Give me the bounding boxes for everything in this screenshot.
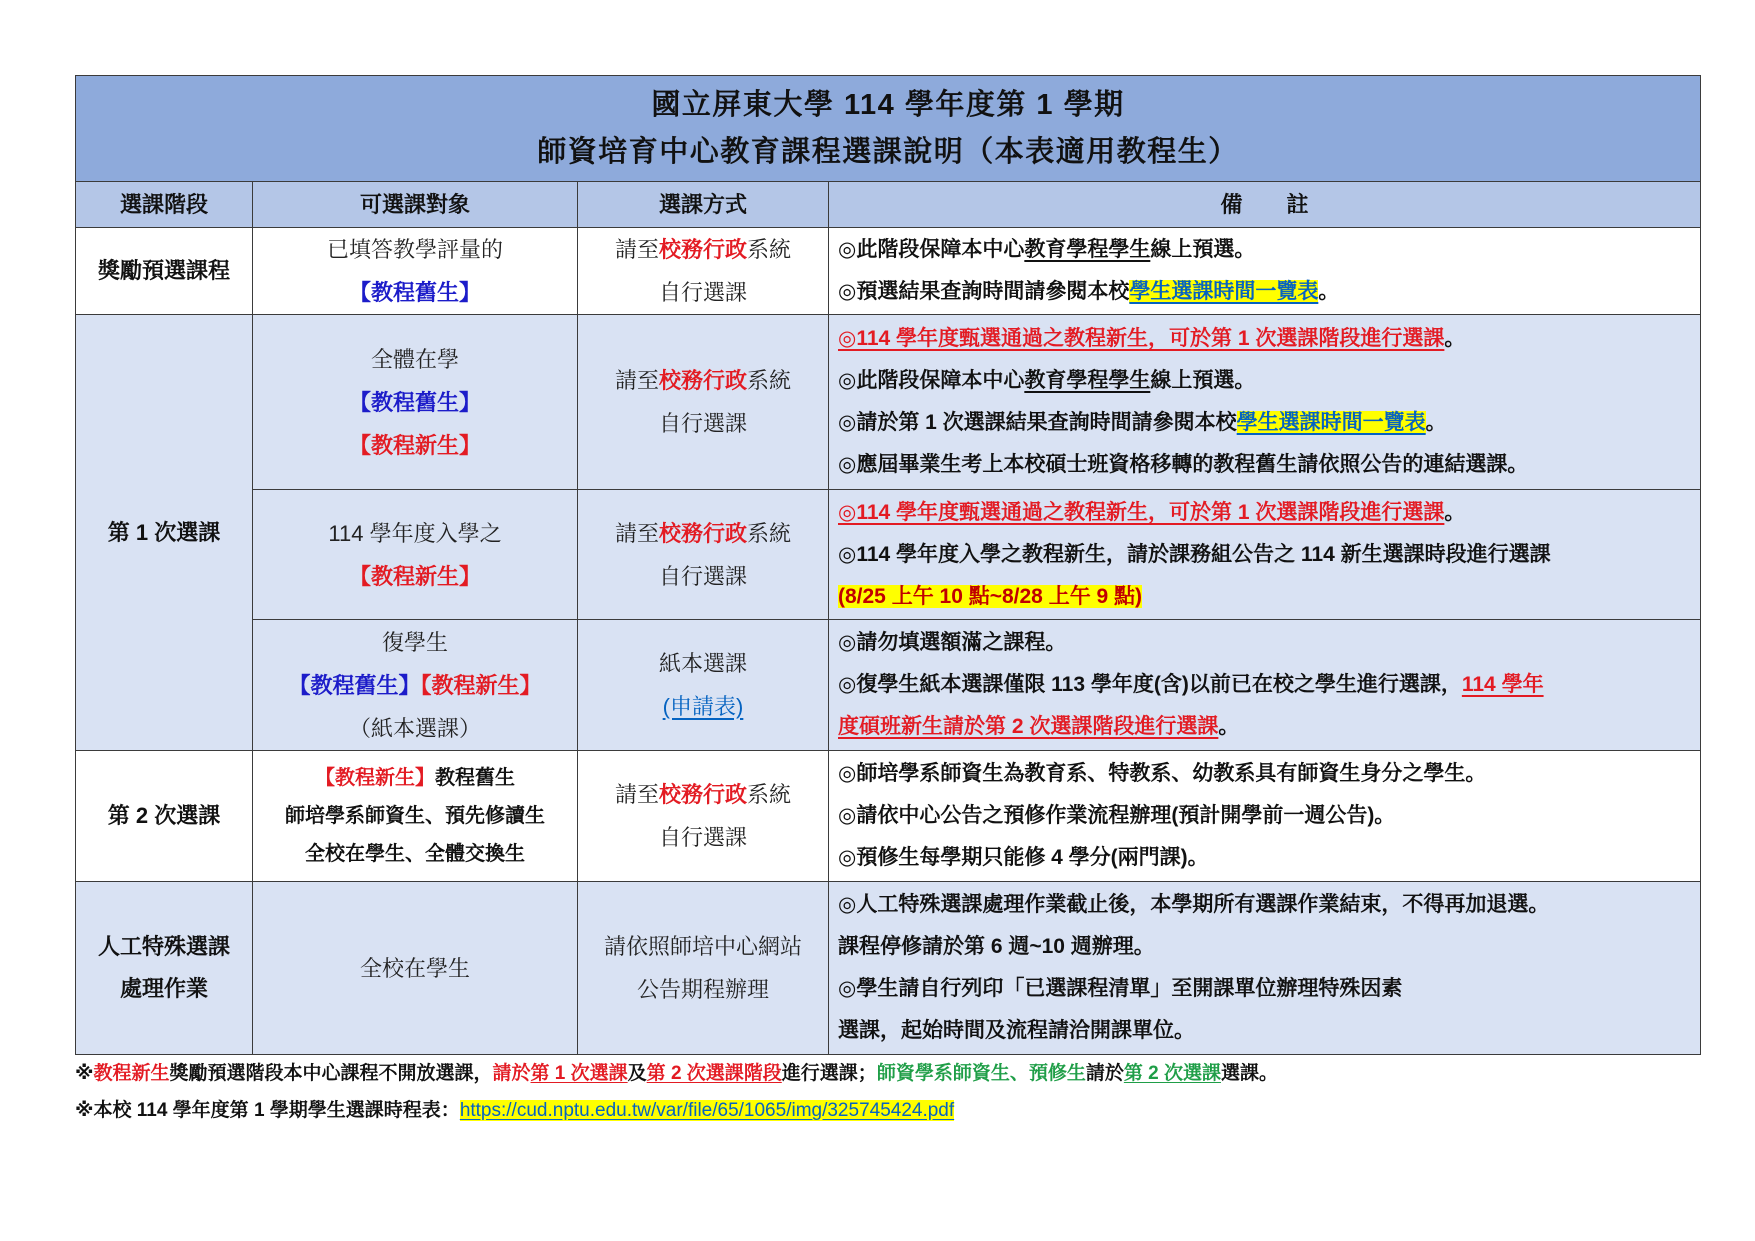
note-text: ◎此階段保障本中心 (838, 238, 1025, 261)
method-manual (578, 882, 829, 1055)
column-header-row (76, 182, 1701, 228)
note-text: 。 (1425, 411, 1447, 434)
footnote-text: 選課。 (1220, 1063, 1278, 1084)
notes-incentive (829, 228, 1701, 315)
application-form-link[interactable]: (申請表) (662, 694, 744, 719)
method-line (587, 228, 819, 271)
target-line: 師培學系師資生、預先修讀生 (285, 805, 545, 827)
method-incentive (578, 228, 829, 315)
note-line: ◎請依中心公告之預修作業流程辦理(預計開學前一週公告)。 (838, 804, 1396, 827)
note-line (838, 492, 1691, 534)
method-text: 請至 (614, 520, 659, 546)
target-first-freshmen (253, 490, 578, 620)
note-line (838, 360, 1691, 402)
note-line: ◎學生請自行列印「已選課程清單」至開課單位辦理特殊因素 (838, 977, 1403, 1000)
note-text: ◎復學生紙本選課僅限 113 學年度(含)以前已在校之學生進行選課， (838, 673, 1462, 696)
method-text: 系統 (747, 368, 792, 393)
notes-second (829, 751, 1701, 882)
tag-old-students: 【教程舊生】 (348, 280, 481, 305)
note-line (838, 271, 1691, 313)
note-text: 。 (1218, 715, 1240, 738)
target-text: 教程舊生 (435, 767, 515, 789)
note-line (838, 318, 1691, 360)
stage-line: 處理作業 (119, 976, 208, 1001)
note-emphasis: 度碩班新生請於第 2 次選課階段進行選課 (838, 715, 1219, 738)
footnote-1 (75, 1059, 1278, 1089)
tag-new-students: 【教程新生】 (348, 563, 481, 589)
footnote-text: 及 (627, 1063, 647, 1084)
title-line-2: 師資培育中心教育課程選課說明（本表適用教程生） (537, 135, 1239, 168)
note-text: 線上預選。 (1150, 369, 1256, 392)
method-line: 自行選課 (658, 411, 747, 436)
target-manual: 全校在學生 (253, 882, 578, 1055)
footnote-second-selection: 第 2 次選課 (1123, 1063, 1221, 1084)
footnote-new-students: 教程新生 (93, 1063, 170, 1084)
target-line: 已填答教學評量的 (326, 237, 503, 262)
footnote-label: ※本校 114 學年度第 1 學期學生選課時程表： (75, 1100, 460, 1121)
method-line: 公告期程辦理 (636, 977, 769, 1002)
column-header-stage: 選課階段 (76, 182, 253, 228)
stage-first: 第 1 次選課 (76, 315, 253, 751)
table-title (76, 76, 1701, 182)
method-first-freshmen (578, 490, 829, 620)
tag-new-students: 【教程新生】 (348, 432, 481, 458)
note-line (838, 576, 1691, 618)
method-system: 校務行政 (658, 237, 747, 262)
method-system: 校務行政 (658, 782, 747, 807)
note-line: ◎預修生每學期只能修 4 學分(兩門課)。 (838, 846, 1209, 869)
note-underline: 教育學程學生 (1024, 238, 1151, 261)
notes-first-returning (829, 620, 1701, 751)
notes-first-all (829, 315, 1701, 490)
stage-manual (76, 882, 253, 1055)
target-line: 全校在學生、全體交換生 (305, 843, 525, 865)
column-header-notes: 備 註 (829, 182, 1701, 228)
method-line: 請依照師培中心網站 (603, 934, 802, 959)
target-line: 114 學年度入學之 (328, 520, 502, 546)
tag-new-students: 【教程新生】 (315, 767, 435, 789)
method-first-all (578, 315, 829, 490)
course-selection-table (75, 75, 1701, 1055)
note-line: ◎應屆畢業生考上本校碩士班資格移轉的教程舊生請依照公告的連結選課。 (838, 453, 1529, 476)
column-header-target: 可選課對象 (253, 182, 578, 228)
method-system: 校務行政 (658, 368, 747, 393)
tag-old-students: 【教程舊生】 (348, 389, 481, 415)
stage-line: 人工特殊選課 (97, 934, 230, 959)
method-first-returning (578, 620, 829, 751)
method-line: 紙本選課 (658, 651, 747, 676)
schedule-list-link[interactable]: 學生選課時間一覽表 (1129, 280, 1319, 303)
note-line: ◎請勿填選額滿之課程。 (838, 631, 1067, 654)
row-incentive (76, 228, 1701, 315)
row-manual (76, 882, 1701, 1055)
method-line (587, 773, 819, 816)
footnote-text: 請於 (1085, 1063, 1124, 1084)
schedule-pdf-link[interactable]: https://cud.nptu.edu.tw/var/file/65/1065/img/325745424.pdf (459, 1100, 955, 1121)
note-line (838, 706, 1691, 748)
note-underline: 教育學程學生 (1024, 369, 1151, 392)
method-line: 自行選課 (658, 825, 747, 850)
method-line: 自行選課 (658, 280, 747, 305)
title-line-1: 國立屏東大學 114 學年度第 1 學期 (651, 88, 1125, 121)
method-line (587, 359, 819, 402)
row-first-returning (76, 620, 1701, 751)
note-line (838, 229, 1691, 271)
method-line: 自行選課 (658, 563, 747, 589)
tag-old-students: 【教程舊生】 (288, 672, 421, 698)
footnote-2 (75, 1096, 954, 1126)
note-line: ◎人工特殊選課處理作業截止後，本學期所有選課作業結束，不得再加退選。 (838, 893, 1550, 916)
target-incentive (253, 228, 578, 315)
method-text: 請至 (614, 237, 659, 262)
note-line (838, 664, 1691, 706)
target-second (253, 751, 578, 882)
method-second (578, 751, 829, 882)
note-emphasis: ◎114 學年度甄選通過之教程新生，可於第 1 次選課階段進行選課 (838, 500, 1445, 524)
target-first-all (253, 315, 578, 490)
row-first-all (76, 315, 1701, 490)
target-line (262, 271, 568, 314)
footnote-mark: ※ (75, 1063, 94, 1084)
tag-new-students: 【教程新生】 (420, 672, 542, 698)
notes-manual (829, 882, 1701, 1055)
target-line (262, 759, 568, 797)
note-text: ◎此階段保障本中心 (838, 369, 1025, 392)
selection-period-highlight: (8/25 上午 10 點~8/28 上午 9 點) (838, 584, 1143, 608)
row-second (76, 751, 1701, 882)
row-first-freshmen (76, 490, 1701, 620)
note-line: ◎師培學系師資生為教育系、特教系、幼教系具有師資生身分之學生。 (838, 762, 1487, 785)
note-text: 。 (1444, 327, 1466, 350)
target-line (262, 555, 568, 598)
title-row (76, 76, 1701, 182)
note-line: 課程停修請於第 6 週~10 週辦理。 (838, 935, 1155, 958)
method-system: 校務行政 (658, 520, 747, 546)
footnote-text: 獎勵預選階段本中心課程不開放選課， (169, 1063, 493, 1084)
note-line (838, 402, 1691, 444)
method-text: 系統 (747, 520, 792, 546)
method-line (587, 685, 819, 728)
footnote-text: 進行選課； (781, 1063, 877, 1084)
footnote-teacher-students: 師資學系師資生、預修生 (876, 1063, 1086, 1084)
target-line: 復學生 (381, 629, 448, 655)
stage-second: 第 2 次選課 (76, 751, 253, 882)
footnote-first-selection: 第 1 次選課 (530, 1063, 628, 1084)
note-text: ◎預選結果查詢時間請參閱本校 (838, 280, 1130, 303)
target-line (262, 381, 568, 424)
note-text: 。 (1318, 280, 1340, 303)
column-header-method: 選課方式 (578, 182, 829, 228)
target-first-returning (253, 620, 578, 751)
footnote-second-stage: 第 2 次選課階段 (646, 1063, 782, 1084)
notes-first-freshmen (829, 490, 1701, 620)
note-text: 。 (1444, 500, 1466, 524)
note-line: ◎114 學年度入學之教程新生，請於課務組公告之 114 新生選課時段進行選課 (838, 542, 1551, 566)
footnote-please: 請於 (492, 1063, 531, 1084)
target-line: 全體在學 (370, 346, 459, 372)
note-emphasis: ◎114 學年度甄選通過之教程新生，可於第 1 次選課階段進行選課 (838, 327, 1445, 350)
method-line (587, 512, 819, 555)
method-text: 系統 (747, 237, 792, 262)
method-text: 系統 (747, 782, 792, 807)
method-text: 請至 (614, 782, 659, 807)
target-line (262, 664, 568, 707)
target-line: （紙本選課） (348, 715, 481, 741)
method-text: 請至 (614, 368, 659, 393)
note-emphasis: 114 學年 (1461, 673, 1544, 696)
target-line (262, 424, 568, 467)
note-line: 選課，起始時間及流程請洽開課單位。 (838, 1019, 1195, 1042)
note-text: ◎請於第 1 次選課結果查詢時間請參閱本校 (838, 411, 1237, 434)
schedule-list-link[interactable]: 學生選課時間一覽表 (1236, 411, 1426, 434)
note-text: 線上預選。 (1150, 238, 1256, 261)
stage-incentive: 獎勵預選課程 (76, 228, 253, 315)
